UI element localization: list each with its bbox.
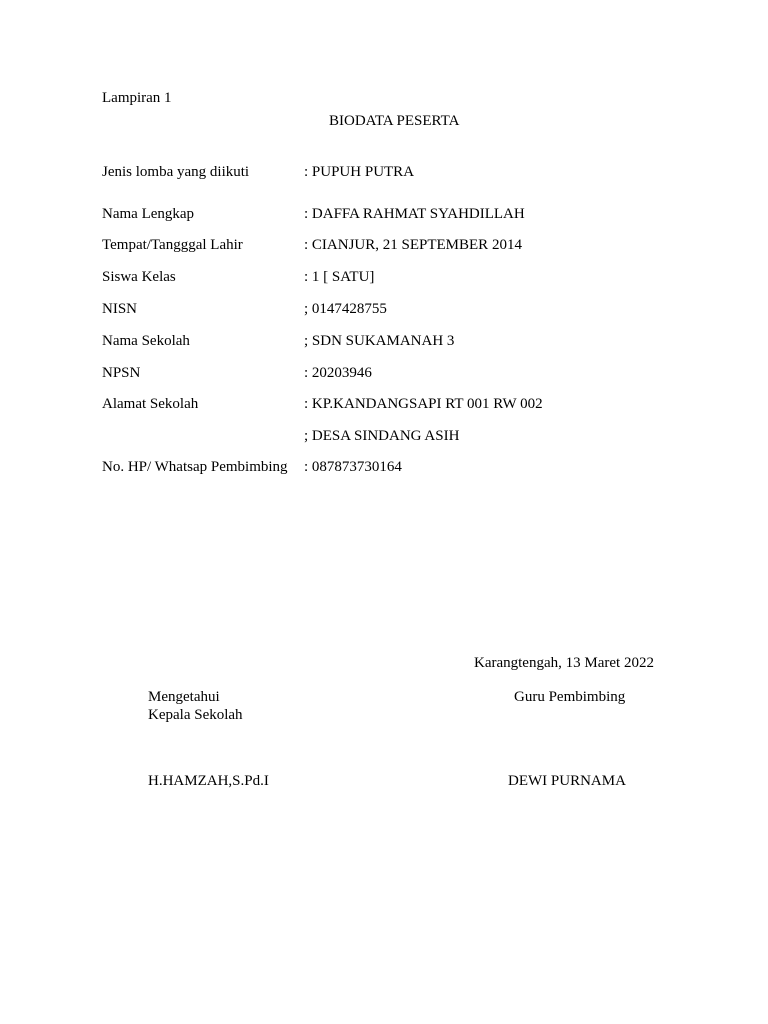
field-label-full-name: Nama Lengkap <box>102 206 195 222</box>
field-label-mentor-phone: No. HP/ Whatsap Pembimbing <box>102 459 288 475</box>
mentor-name: DEWI PURNAMA <box>508 773 626 789</box>
document-title: BIODATA PESERTA <box>329 113 460 129</box>
principal-name: H.HAMZAH,S.Pd.I <box>148 773 269 789</box>
field-label-class: Siswa Kelas <box>102 269 176 285</box>
field-label-competition: Jenis lomba yang diikuti <box>102 164 250 180</box>
field-value-school-name: ; SDN SUKAMANAH 3 <box>304 333 455 349</box>
attachment-label: Lampiran 1 <box>102 90 172 106</box>
field-value-mentor-phone: : 087873730164 <box>304 459 402 475</box>
field-value-class: : 1 [ SATU] <box>304 269 375 285</box>
field-label-nisn: NISN <box>102 301 138 317</box>
field-value-school-address: : KP.KANDANGSAPI RT 001 RW 002 <box>304 396 543 412</box>
field-label-npsn: NPSN <box>102 365 141 381</box>
field-value-nisn: ; 0147428755 <box>304 301 387 317</box>
place-date: Karangtengah, 13 Maret 2022 <box>474 655 654 671</box>
field-value-school-address-line2: ; DESA SINDANG ASIH <box>304 428 460 444</box>
field-value-competition: : PUPUH PUTRA <box>304 164 415 180</box>
signature-left-block <box>148 690 243 723</box>
principal-title: Kepala Sekolah <box>148 707 243 723</box>
field-label-birth: Tempat/Tangggal Lahir <box>102 237 243 253</box>
field-label-school-name: Nama Sekolah <box>102 333 190 349</box>
mentor-title: Guru Pembimbing <box>514 689 626 705</box>
field-label-school-address: Alamat Sekolah <box>102 396 199 412</box>
acknowledged-label: Mengetahui <box>148 689 220 705</box>
field-value-npsn: : 20203946 <box>304 365 372 381</box>
field-value-birth: : CIANJUR, 21 SEPTEMBER 2014 <box>304 237 522 253</box>
field-value-full-name: : DAFFA RAHMAT SYAHDILLAH <box>304 206 525 222</box>
